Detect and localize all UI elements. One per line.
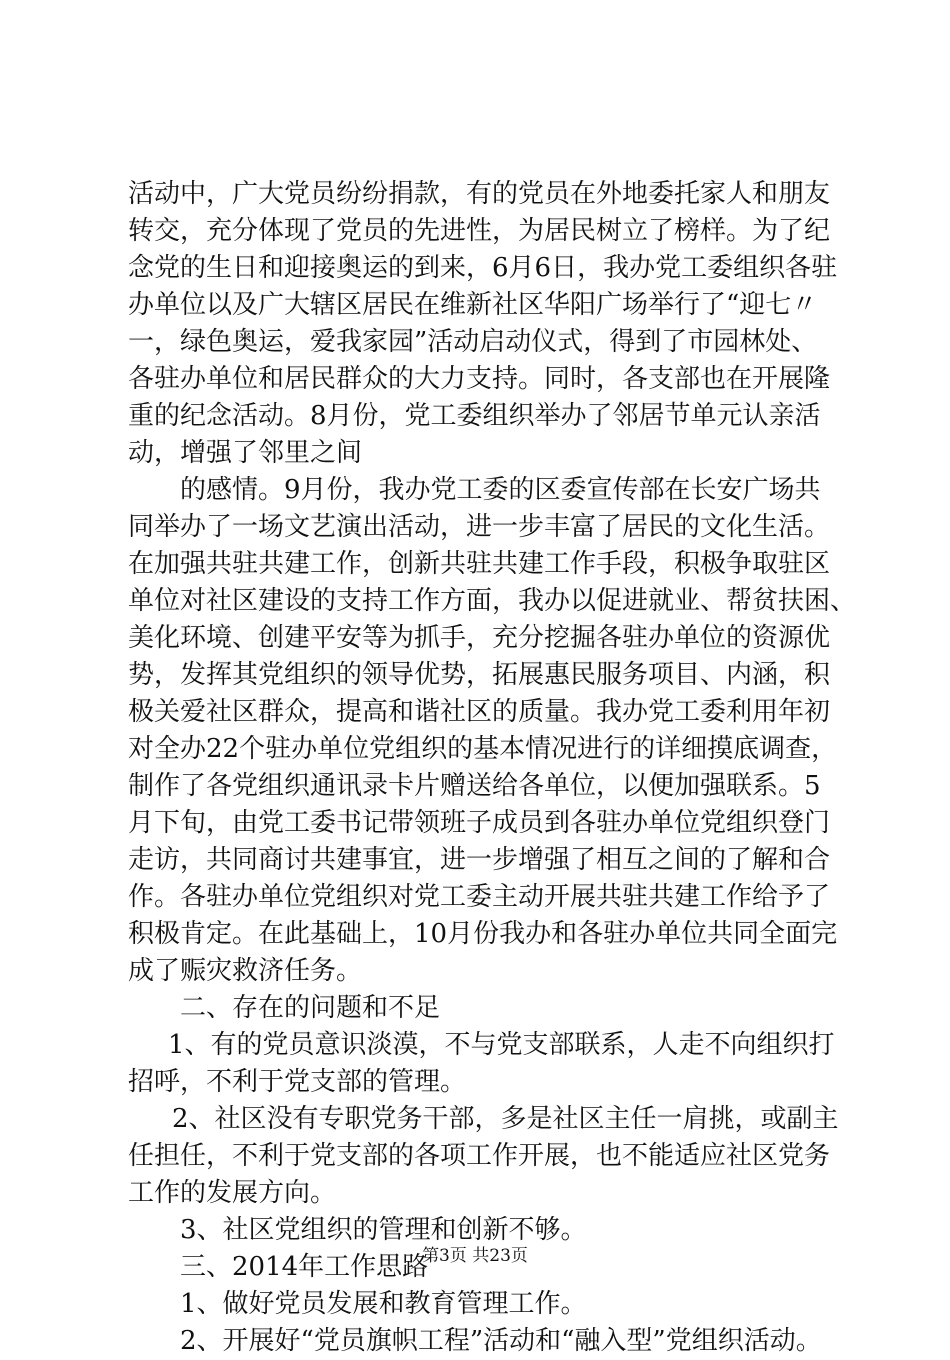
text-line: 势，发挥其党组织的领导优势，拓展惠民服务项目、内涵，积 bbox=[128, 660, 831, 690]
text-line: 动，增强了邻里之间 bbox=[128, 438, 363, 468]
text-line: 工作的发展方向。 bbox=[128, 1178, 337, 1208]
list-item: 1、有的党员意识淡漠，不与党支部联系，人走不向组织打 bbox=[168, 1030, 835, 1060]
text-line: 念党的生日和迎接奥运的到来，6月6日，我办党工委组织各驻 bbox=[128, 253, 838, 283]
text-line: 积极肯定。在此基础上，10月份我办和各驻办单位共同全面完 bbox=[128, 919, 838, 949]
page-footer: 第3页 共23页 bbox=[422, 1246, 528, 1266]
text-line: 走访，共同商讨共建事宜，进一步增强了相互之间的了解和合 bbox=[128, 845, 831, 875]
text-line: 一，绿色奥运，爱我家园”活动启动仪式，得到了市园林处、 bbox=[128, 327, 818, 357]
text-line: 作。各驻办单位党组织对党工委主动开展共驻共建工作给予了 bbox=[128, 882, 831, 912]
text-line: 月下旬，由党工委书记带领班子成员到各驻办单位党组织登门 bbox=[128, 808, 831, 838]
list-item: 3、社区党组织的管理和创新不够。 bbox=[180, 1215, 587, 1245]
text-line: 招呼，不利于党支部的管理。 bbox=[128, 1067, 467, 1097]
text-line: 极关爱社区群众，提高和谐社区的质量。我办党工委利用年初 bbox=[128, 697, 831, 727]
text-line: 美化环境、创建平安等为抓手，充分挖掘各驻办单位的资源优 bbox=[128, 623, 831, 653]
text-line: 任担任，不利于党支部的各项工作开展，也不能适应社区党务 bbox=[128, 1141, 831, 1171]
list-item: 1、做好党员发展和教育管理工作。 bbox=[180, 1289, 587, 1319]
text-line: 成了赈灾救济任务。 bbox=[128, 956, 363, 986]
list-item: 2、社区没有专职党务干部，多是社区主任一肩挑，或副主 bbox=[172, 1104, 839, 1134]
text-line: 各驻办单位和居民群众的大力支持。同时，各支部也在开展隆 bbox=[128, 364, 831, 394]
text-line: 重的纪念活动。8月份，党工委组织举办了邻居节单元认亲活 bbox=[128, 401, 821, 431]
text-line: 对全办22个驻办单位党组织的基本情况进行的详细摸底调查， bbox=[128, 734, 838, 764]
list-item: 2、开展好“党员旗帜工程”活动和“融入型”党组织活动。 bbox=[180, 1326, 822, 1356]
text-line: 活动中，广大党员纷纷捐款，有的党员在外地委托家人和朋友 bbox=[128, 179, 831, 209]
text-line: 制作了各党组织通讯录卡片赠送给各单位，以便加强联系。5 bbox=[128, 771, 821, 801]
section-heading: 二、存在的问题和不足 bbox=[180, 993, 441, 1023]
text-line: 办单位以及广大辖区居民在维新社区华阳广场举行了“迎七〃 bbox=[128, 290, 818, 320]
text-line: 同举办了一场文艺演出活动，进一步丰富了居民的文化生活。 bbox=[128, 512, 831, 542]
text-line: 转交，充分体现了党员的先进性，为居民树立了榜样。为了纪 bbox=[128, 216, 831, 246]
text-line: 单位对社区建设的支持工作方面，我办以促进就业、帮贫扶困、 bbox=[128, 586, 857, 616]
paragraph-start-line: 的感情。9月份，我办党工委的区委宣传部在长安广场共 bbox=[180, 475, 821, 505]
section-heading: 三、2014年工作思路 bbox=[180, 1252, 429, 1282]
text-line: 在加强共驻共建工作，创新共驻共建工作手段，积极争取驻区 bbox=[128, 549, 831, 579]
document-body bbox=[128, 176, 858, 1360]
